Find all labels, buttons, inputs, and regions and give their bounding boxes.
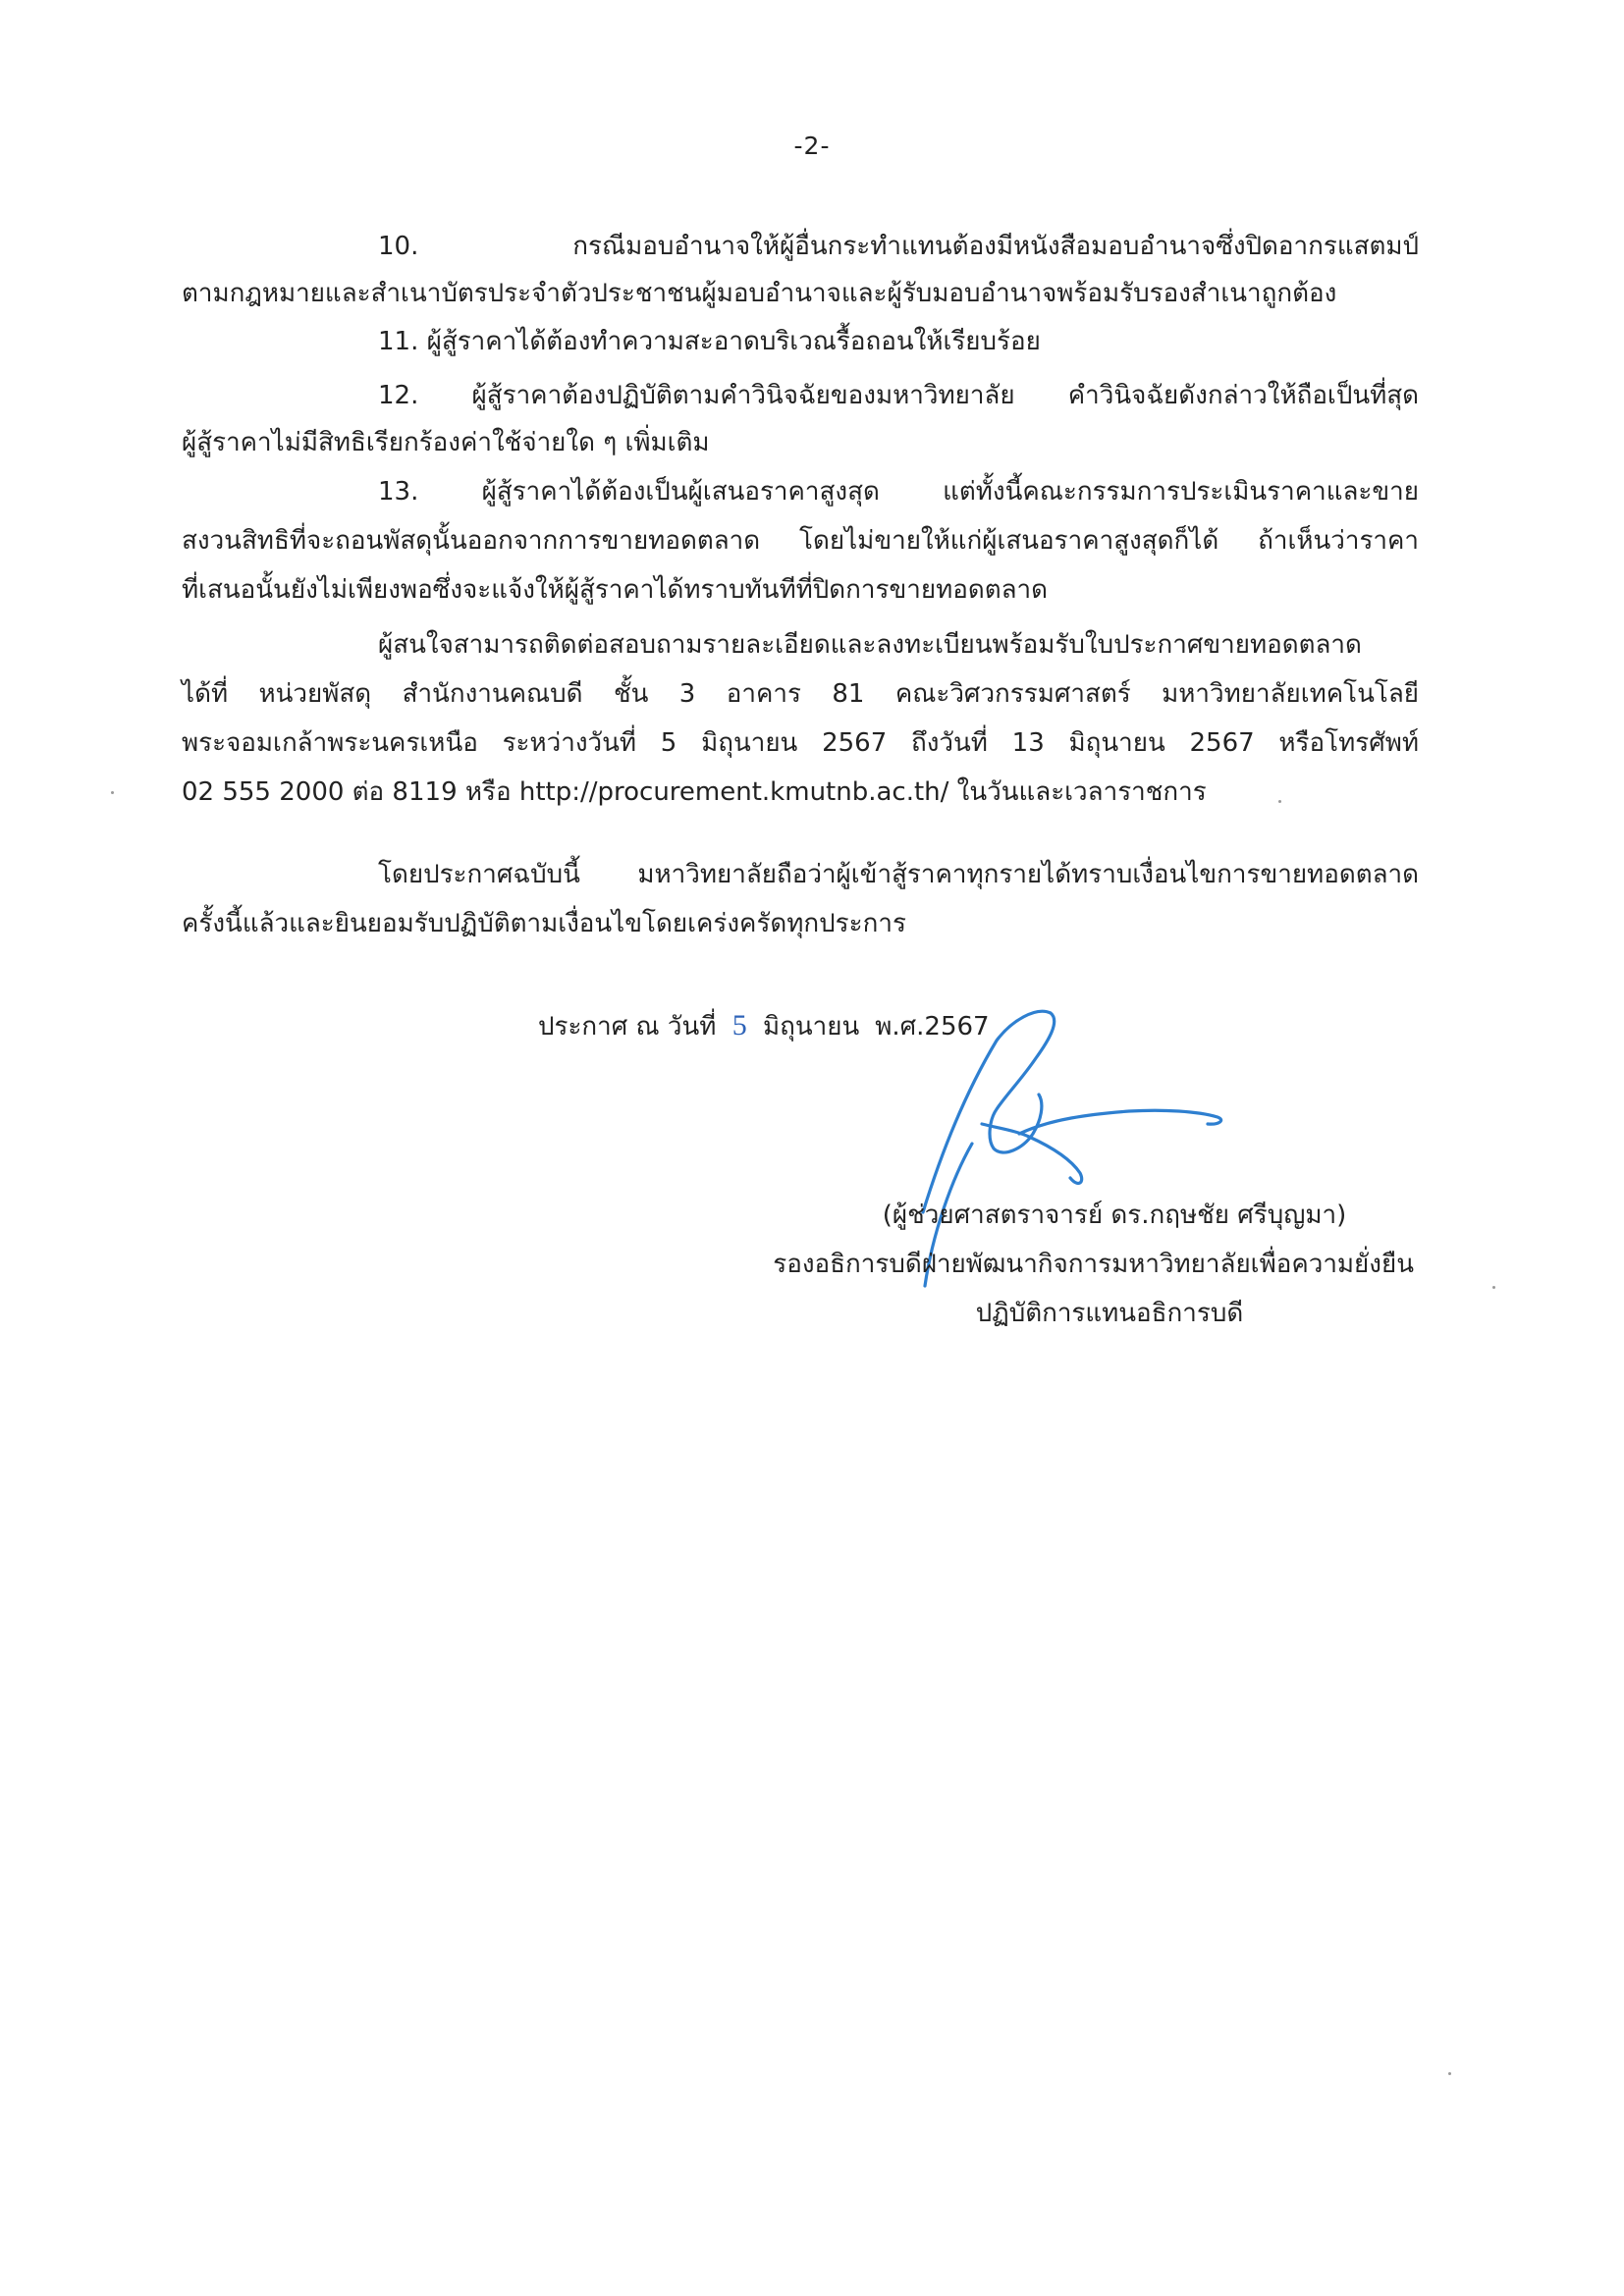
page-number: -2- bbox=[793, 132, 831, 160]
contact-paragraph-line-2: ได้ที่ หน่วยพัสดุ สำนักงานคณบดี ชั้น 3 อาคาร 81 คณะวิศวกรรมศาสตร์ มหาวิทยาลัยเทคโนโลยี bbox=[182, 679, 1419, 709]
paragraph-13-line-2: สงวนสิทธิที่จะถอนพัสดุนั้นออกจากการขายทอดตลาด โดยไม่ขายให้แก่ผู้เสนอราคาสูงสุดก็ได้ ถ้าเห็นว่าราคา bbox=[182, 526, 1419, 556]
contact-paragraph-line-3: พระจอมเกล้าพระนครเหนือ ระหว่างวันที่ 5 มิถุนายน 2567 ถึงวันที่ 13 มิถุนายน 2567 หรือโทรศัพท์ bbox=[182, 728, 1419, 758]
scan-speck bbox=[111, 791, 114, 794]
contact-paragraph-line-4: 02 555 2000 ต่อ 8119 หรือ http://procurement.kmutnb.ac.th/ ในวันและเวลาราชการ bbox=[182, 777, 1207, 807]
signatory-position: รองอธิการบดีฝ่ายพัฒนากิจการมหาวิทยาลัยเพื่อความยั่งยืน bbox=[773, 1250, 1414, 1279]
date-prefix: ประกาศ ณ วันที่ bbox=[538, 1012, 717, 1041]
paragraph-13-line-3: ที่เสนอนั้นยังไม่เพียงพอซึ่งจะแจ้งให้ผู้สู้ราคาได้ทราบทันทีที่ปิดการขายทอดตลาด bbox=[182, 575, 1049, 605]
scan-speck bbox=[1448, 2072, 1451, 2075]
closing-paragraph-line-2: ครั้งนี้แล้วและยินยอมรับปฏิบัติตามเงื่อนไขโดยเคร่งครัดทุกประการ bbox=[182, 909, 906, 938]
date-month: มิถุนายน bbox=[762, 1012, 860, 1041]
date-day-handwritten: 5 bbox=[731, 1009, 747, 1041]
signatory-name: (ผู้ช่วยศาสตราจารย์ ดร.กฤษชัย ศรีบุญมา) bbox=[882, 1201, 1347, 1230]
scan-speck bbox=[1278, 800, 1281, 803]
contact-paragraph-line-1: ผู้สนใจสามารถติดต่อสอบถามรายละเอียดและลงทะเบียนพร้อมรับใบประกาศขายทอดตลาด bbox=[378, 630, 1362, 660]
paragraph-13-line-1: 13. ผู้สู้ราคาได้ต้องเป็นผู้เสนอราคาสูงสุด แต่ทั้งนี้คณะกรรมการประเมินราคาและขาย bbox=[378, 477, 1419, 507]
date-year: พ.ศ.2567 bbox=[875, 1012, 990, 1041]
paragraph-11-line-1: 11. ผู้สู้ราคาได้ต้องทำความสะอาดบริเวณรื้อถอนให้เรียบร้อย bbox=[378, 327, 1041, 356]
signatory-acting-title: ปฏิบัติการแทนอธิการบดี bbox=[975, 1299, 1244, 1328]
scan-speck bbox=[1492, 1286, 1495, 1289]
paragraph-12-line-2: ผู้สู้ราคาไม่มีสิทธิเรียกร้องค่าใช้จ่ายใด ๆ เพิ่มเติม bbox=[182, 428, 710, 457]
signatory-block bbox=[727, 1193, 1414, 1336]
paragraph-10-line-2: ตามกฎหมายและสำเนาบัตรประจำตัวประชาชนผู้มอบอำนาจและผู้รับมอบอำนาจพร้อมรับรองสำเนาถูกต้อง bbox=[182, 279, 1337, 308]
closing-paragraph-line-1: โดยประกาศฉบับนี้ มหาวิทยาลัยถือว่าผู้เข้าสู้ราคาทุกรายได้ทราบเงื่อนไขการขายทอดตลาด bbox=[378, 860, 1419, 889]
paragraph-12-line-1: 12. ผู้สู้ราคาต้องปฏิบัติตามคำวินิจฉัยของมหาวิทยาลัย คำวินิจฉัยดังกล่าวให้ถือเป็นที่สุด bbox=[378, 381, 1419, 410]
paragraph-10-line-1: 10. กรณีมอบอำนาจให้ผู้อื่นกระทำแทนต้องมีหนังสือมอบอำนาจซึ่งปิดอากรแสตมป์ bbox=[378, 232, 1419, 261]
